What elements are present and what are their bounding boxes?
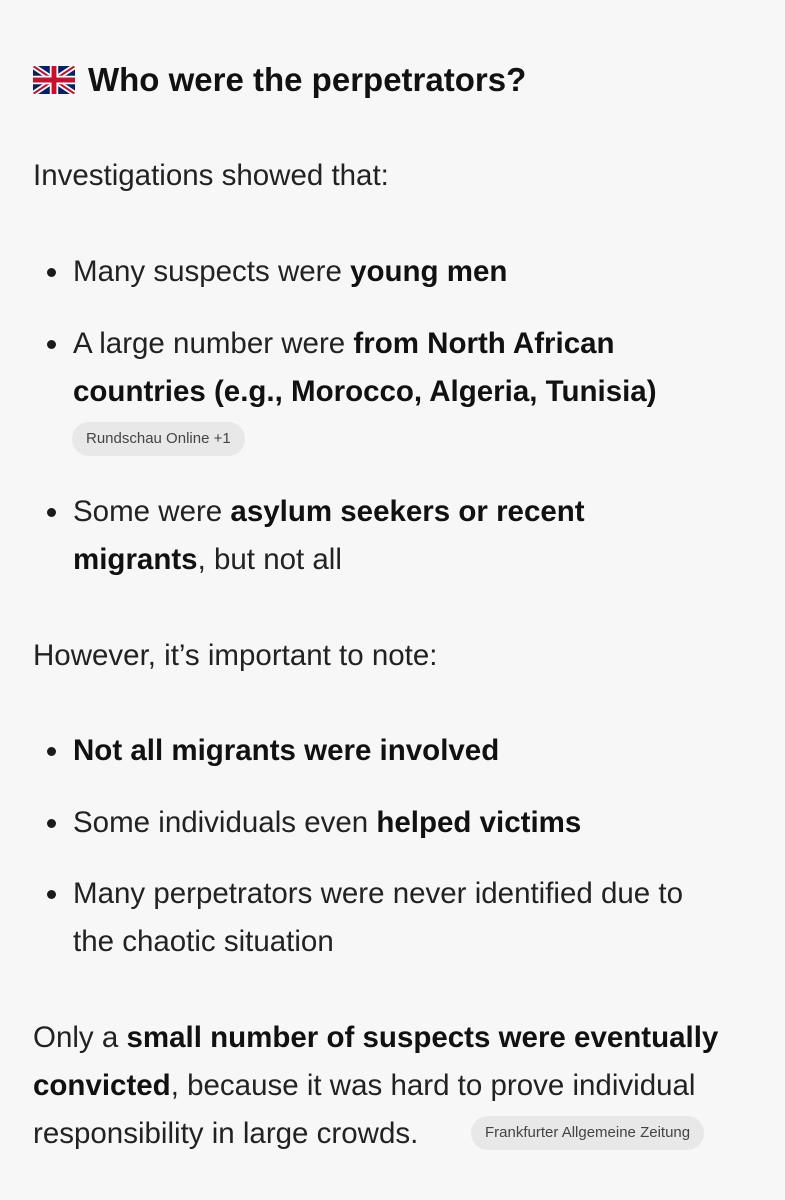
list-item-bold: countries (e.g., Morocco, Algeria, Tunisia) <box>73 375 657 408</box>
conclusion-text: , because it was hard to prove individual <box>170 1069 696 1102</box>
source-chip[interactable]: Frankfurter Allgemeine Zeitung <box>471 1116 704 1150</box>
conclusion-text: responsibility in large crowds. <box>33 1117 419 1150</box>
list-item-text: , but not all <box>197 543 342 576</box>
bullet-dot <box>47 890 56 899</box>
bullet-dot <box>47 747 56 756</box>
list-item-bold: Not all migrants were involved <box>73 734 500 767</box>
united-kingdom-flag-icon <box>33 66 75 94</box>
bullet-dot <box>47 508 56 517</box>
conclusion-text: Only a <box>33 1021 127 1054</box>
list-item-bold: asylum seekers or recent <box>230 495 585 528</box>
however-text: However, it’s important to note: <box>33 639 438 672</box>
list-item-text: Many suspects were <box>73 255 351 288</box>
intro-text: Investigations showed that: <box>33 159 389 192</box>
list-item-bold: helped victims <box>376 806 582 839</box>
bullet-dot <box>47 819 56 828</box>
conclusion-bold: convicted <box>33 1069 171 1102</box>
conclusion-line <box>33 1014 763 1062</box>
list-item-text: A large number were <box>73 327 354 360</box>
source-chip[interactable]: Rundschau Online +1 <box>72 422 245 456</box>
heading-text: Who were the perpetrators? <box>88 61 527 98</box>
conclusion-line <box>33 1062 763 1110</box>
section-heading <box>33 55 526 105</box>
bullet-dot <box>47 268 56 277</box>
conclusion-bold: small number of suspects were eventually <box>126 1021 719 1054</box>
list-item-bold: young men <box>350 255 508 288</box>
list-item-text: Some individuals even <box>73 806 377 839</box>
list-item-bold: from North African <box>353 327 615 360</box>
list-item-bold: migrants <box>73 543 198 576</box>
list-item-text: Many perpetrators were never identified due to <box>73 877 684 910</box>
list-item-text: the chaotic situation <box>73 925 334 958</box>
list-item-text: Some were <box>73 495 231 528</box>
bullet-dot <box>47 340 56 349</box>
